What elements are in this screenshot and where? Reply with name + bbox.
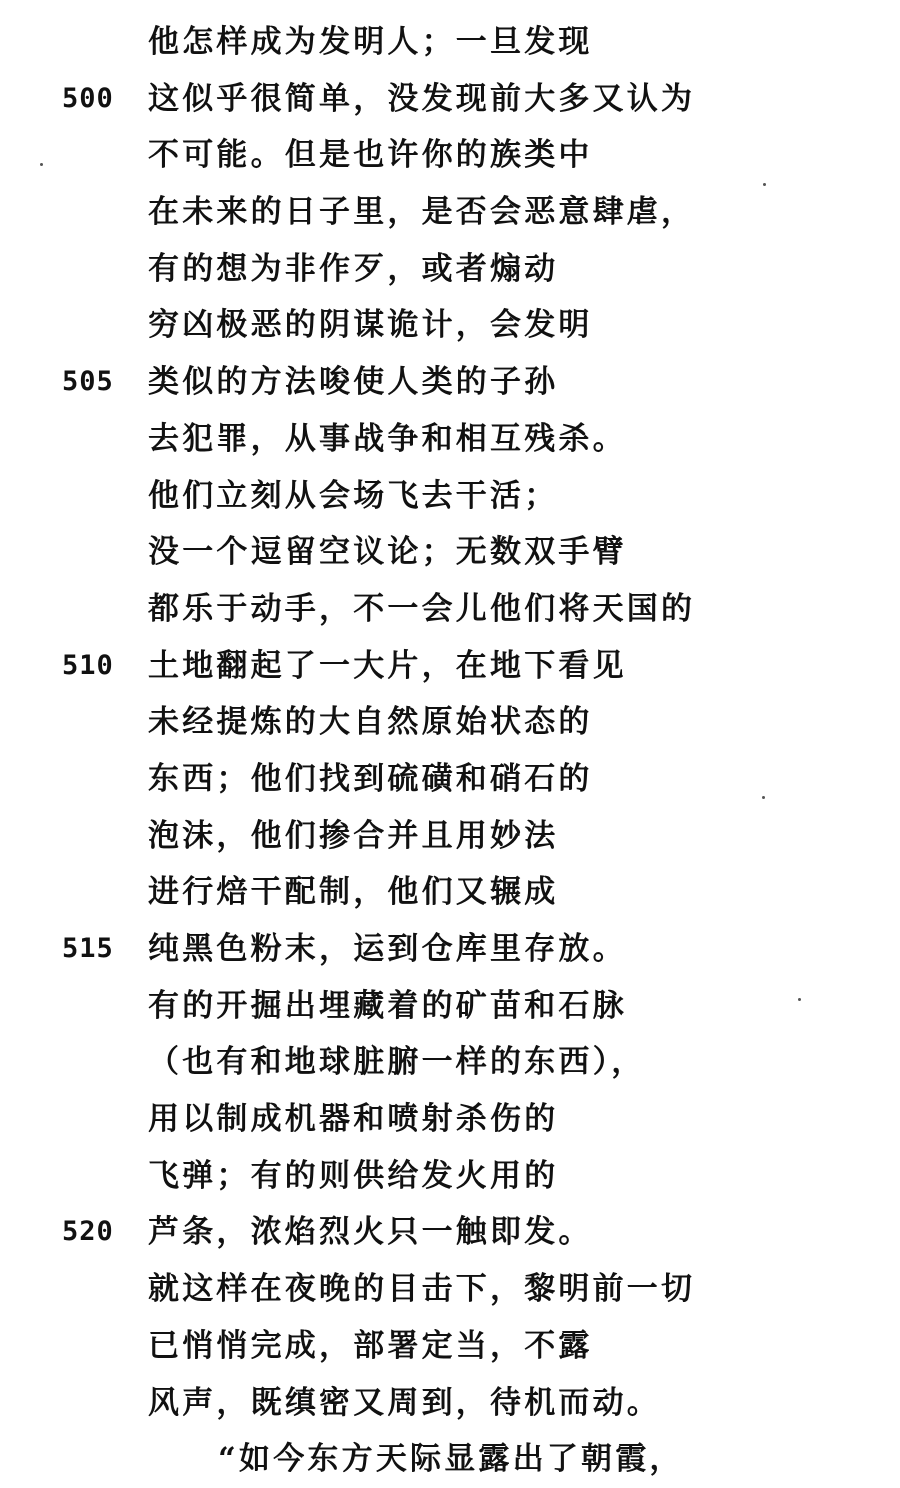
poem-line bbox=[0, 694, 900, 751]
scan-speck bbox=[40, 163, 43, 166]
poem-line bbox=[0, 1318, 900, 1375]
line-text: （也有和地球脏腑一样的东西）， bbox=[148, 1044, 646, 1081]
poem-line bbox=[0, 1261, 900, 1318]
line-text: 有的开掘出埋藏着的矿苗和石脉 bbox=[148, 987, 627, 1024]
scan-speck bbox=[762, 796, 765, 799]
line-number: 510 bbox=[62, 649, 114, 681]
poem-line bbox=[0, 297, 900, 354]
poem-line bbox=[0, 241, 900, 298]
line-number: 520 bbox=[62, 1216, 114, 1248]
line-text: 没一个逗留空议论；无数双手臂 bbox=[148, 534, 627, 571]
line-text: 这似乎很简单，没发现前大多又认为 bbox=[148, 80, 696, 117]
line-text: 有的想为非作歹，或者煽动 bbox=[148, 250, 559, 287]
poem-line bbox=[0, 751, 900, 808]
poem-continuation-line bbox=[0, 1431, 900, 1488]
poem-line bbox=[0, 1375, 900, 1432]
poem-line bbox=[0, 524, 900, 581]
poem-line bbox=[0, 864, 900, 921]
scan-speck bbox=[763, 183, 766, 186]
poem-excerpt bbox=[0, 14, 900, 1488]
poem-line bbox=[0, 921, 900, 978]
continuation-text: “如今东方天际显露出了朝霞， bbox=[218, 1441, 684, 1478]
line-text: 在未来的日子里，是否会恶意肆虐， bbox=[148, 194, 696, 231]
line-text: 他们立刻从会场飞去干活； bbox=[148, 477, 559, 514]
line-text: 进行焙干配制，他们又辗成 bbox=[148, 874, 559, 911]
line-text: 都乐于动手，不一会儿他们将天国的 bbox=[148, 590, 696, 627]
poem-line bbox=[0, 581, 900, 638]
line-text: 他怎样成为发明人；一旦发现 bbox=[148, 24, 593, 60]
poem-line bbox=[0, 638, 900, 695]
line-text: 去犯罪，从事战争和相互残杀。 bbox=[148, 420, 627, 457]
line-number: 500 bbox=[62, 82, 114, 114]
line-text: 用以制成机器和喷射杀伤的 bbox=[148, 1101, 559, 1138]
line-text: 风声，既缜密又周到，待机而动。 bbox=[148, 1384, 661, 1421]
poem-line bbox=[0, 978, 900, 1035]
poem-line bbox=[0, 1148, 900, 1205]
scan-speck bbox=[798, 998, 801, 1001]
poem-line bbox=[0, 468, 900, 525]
line-text: 纯黑色粉末，运到仓库里存放。 bbox=[148, 931, 627, 967]
poem-line bbox=[0, 184, 900, 241]
line-text: 未经提炼的大自然原始状态的 bbox=[148, 704, 593, 741]
line-number: 515 bbox=[62, 933, 114, 964]
poem-line bbox=[0, 411, 900, 468]
line-text: 飞弹；有的则供给发火用的 bbox=[148, 1157, 559, 1194]
poem-line bbox=[0, 808, 900, 865]
line-text: 芦条，浓焰烈火只一触即发。 bbox=[148, 1214, 593, 1251]
poem-line bbox=[0, 71, 900, 128]
poem-line bbox=[0, 1034, 900, 1091]
poem-line bbox=[0, 354, 900, 411]
line-text: 就这样在夜晚的目击下，黎明前一切 bbox=[148, 1271, 696, 1308]
line-text: 类似的方法唆使人类的子孙 bbox=[148, 364, 559, 401]
line-text: 穷凶极恶的阴谋诡计，会发明 bbox=[148, 307, 593, 344]
line-text: 东西；他们找到硫磺和硝石的 bbox=[148, 760, 593, 797]
line-text: 土地翻起了一大片，在地下看见 bbox=[148, 647, 627, 684]
line-text: 已悄悄完成，部署定当，不露 bbox=[148, 1327, 593, 1364]
poem-line bbox=[0, 127, 900, 184]
line-number: 505 bbox=[62, 366, 114, 398]
poem-line bbox=[0, 14, 900, 71]
line-text: 不可能。但是也许你的族类中 bbox=[148, 137, 593, 174]
line-text: 泡沫，他们掺合并且用妙法 bbox=[148, 817, 559, 854]
poem-line bbox=[0, 1091, 900, 1148]
poem-line bbox=[0, 1204, 900, 1261]
